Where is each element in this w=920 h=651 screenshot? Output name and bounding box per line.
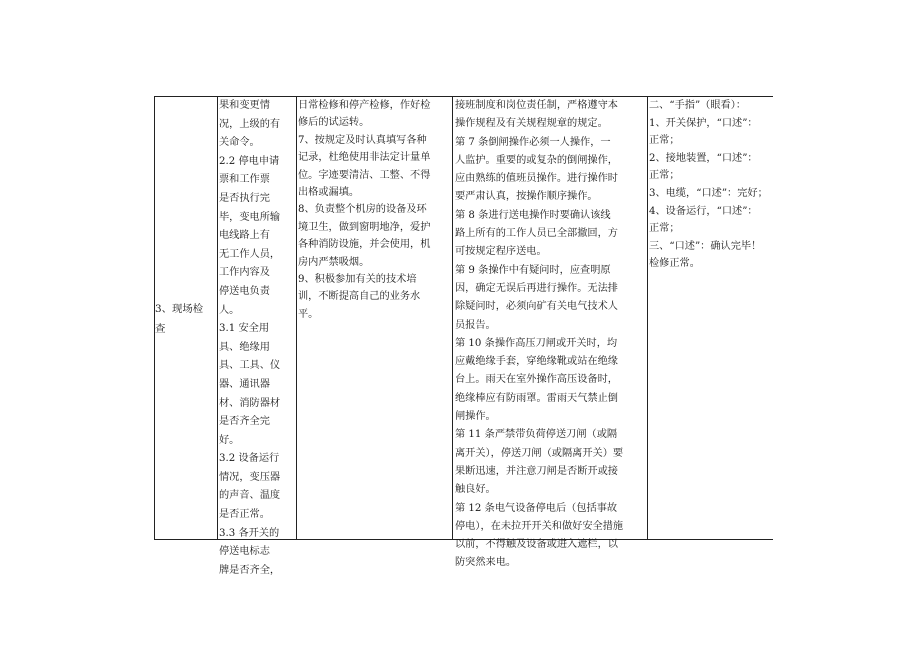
duty-requirements-cell [297, 96, 452, 540]
text-line: 位。字迹要清洁、工整、不得 [298, 169, 431, 181]
text-line: 要严肃认真，按操作顺序操作。 [455, 191, 598, 203]
text-line: 检修正常。 [649, 258, 700, 270]
text-line: 闸操作。 [455, 411, 496, 423]
text-line: 除疑问时，必须向矿有关电气技术人 [455, 301, 618, 313]
text-line: 正常； [649, 135, 680, 147]
text-line: 查 [155, 323, 166, 335]
text-line: 情况，变压器 [219, 471, 281, 483]
text-line: 2.2 停电申请 [219, 155, 280, 167]
text-line: 路上所有的工作人员已全部撤回，方 [455, 228, 618, 240]
item-lines [155, 299, 203, 339]
operation-rules-lines [455, 96, 645, 573]
text-line: 以前，不得触及设备或进入遮栏，以 [455, 539, 618, 551]
text-line: 可按规定程序送电。 [455, 246, 547, 258]
text-line: 器、通讯器 [219, 378, 270, 390]
text-line: 出格或漏填。 [298, 186, 360, 198]
text-line: 三、“口述”：确认完毕！ [649, 240, 762, 252]
finger-call-cell [648, 96, 773, 540]
text-line: 停送电标志 [219, 546, 270, 558]
text-line: 境卫生，做到窗明地净，爱护 [298, 221, 431, 233]
text-line: 停送电负责 [219, 285, 270, 297]
text-line: 修后的试运转。 [298, 117, 370, 129]
text-line: 房内严禁吸烟。 [298, 256, 370, 268]
text-line: 的声音、温度 [219, 490, 281, 502]
text-line: 操作规程及有关规程规章的规定。 [455, 118, 608, 130]
text-line: 各种消防设施，并会使用，机 [298, 239, 431, 251]
text-line: 日常检修和停产检修，作好检 [298, 100, 431, 111]
text-line: 无工作人员， [219, 248, 281, 260]
text-line: 正常； [649, 223, 680, 235]
text-line: 9、积极参加有关的技术培 [298, 273, 417, 285]
text-line: 二、“手指”（眼看）： [649, 100, 747, 111]
text-line: 第 8 条进行送电操作时要确认该线 [455, 209, 611, 221]
text-line: 4、设备运行，“口述”： [649, 205, 758, 217]
text-line: 3.2 设备运行 [219, 453, 280, 465]
text-line: 第 10 条操作高压刀闸或开关时，均 [455, 337, 618, 349]
text-line: 工作内容及 [219, 267, 270, 279]
text-line: 是否齐全完 [219, 416, 270, 428]
text-line: 接班制度和岗位责任制，严格遵守本 [455, 100, 618, 111]
text-line: 第 11 条严禁带负荷停送刀闸（或隔 [455, 429, 618, 441]
operation-rules-cell [454, 96, 645, 569]
text-line: 防突然来电。 [455, 557, 517, 569]
text-line: 是否执行完 [219, 192, 270, 204]
text-line: 果断迅速，并注意刀闸是否断开或接 [455, 465, 618, 477]
inspection-content-cell [218, 96, 296, 576]
column-divider-3 [452, 96, 453, 540]
text-line: 是否正常。 [219, 509, 270, 521]
inspection-content-lines [219, 96, 296, 580]
text-line: 触良好。 [455, 484, 496, 496]
text-line: 7、按规定及时认真填写各种 [298, 134, 427, 146]
text-line: 3、现场检 [155, 303, 204, 315]
text-line: 训，不断提高自己的业务水 [298, 291, 421, 303]
text-line: 员报告。 [455, 319, 496, 331]
text-line: 绝缘棒应有防雨罩。雷雨天气禁止倒 [455, 392, 618, 404]
text-line: 3.1 安全用 [219, 323, 270, 335]
text-line: 况，上级的有 [219, 118, 281, 130]
text-line: 第 9 条操作中有疑问时，应查明原 [455, 264, 611, 276]
text-line: 人监护。重要的或复杂的倒闸操作， [455, 154, 618, 166]
duty-requirements-lines [298, 96, 452, 323]
procedure-table [154, 96, 773, 576]
text-line: 台上。雨天在室外操作高压设备时， [455, 374, 618, 386]
text-line: 第 7 条倒闸操作必须一人操作，一 [455, 136, 611, 148]
text-line: 具、工具、仪 [219, 360, 281, 372]
text-line: 离开关），停送刀闸（或隔离开关）要 [455, 447, 624, 459]
text-line: 2、接地装置，“口述”： [649, 152, 758, 164]
text-line: 人。 [219, 304, 240, 316]
text-line: 好。 [219, 434, 240, 446]
text-line: 第 12 条电气设备停电后（包括事故 [455, 502, 618, 514]
text-line: 具、绝缘用 [219, 341, 270, 353]
text-line: 材、消防器材 [219, 397, 281, 409]
text-line: 因，确定无误后再进行操作。无法排 [455, 282, 618, 294]
text-line: 记录，杜绝使用非法定计量单 [298, 152, 431, 164]
text-line: 平。 [298, 308, 319, 320]
text-line: 正常； [649, 170, 680, 182]
text-line: 票和工作票 [219, 174, 270, 186]
finger-call-lines [649, 96, 773, 273]
text-line: 毕，变电所输 [219, 211, 281, 223]
item-cell [155, 96, 217, 540]
text-line: 3、电缆，“口述”：完好； [649, 187, 768, 199]
text-line: 1、开关保护，“口述”： [649, 117, 758, 129]
text-line: 牌是否齐全， [219, 564, 281, 576]
text-line: 电线路上有 [219, 230, 270, 242]
text-line: 果和变更情 [219, 100, 270, 111]
text-line: 停电），在未拉开开关和做好安全措施 [455, 520, 624, 532]
text-line: 应戴绝缘手套，穿绝缘靴或站在绝缘 [455, 356, 618, 368]
text-line: 8、负责整个机房的设备及环 [298, 204, 427, 216]
text-line: 3.3 各开关的 [219, 527, 280, 539]
text-line: 关命令。 [219, 137, 260, 149]
text-line: 应由熟练的值班员操作。进行操作时 [455, 173, 618, 185]
